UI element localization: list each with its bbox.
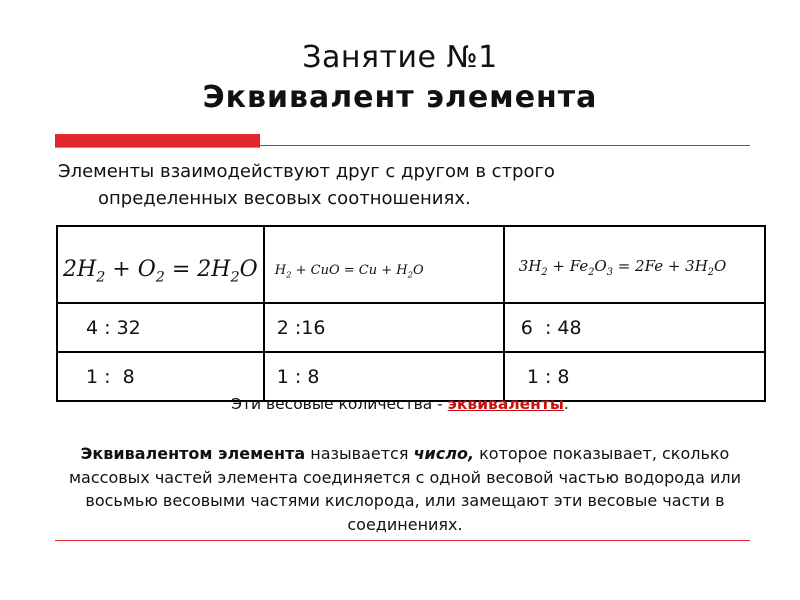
title-underline (55, 134, 750, 148)
slide-title (0, 38, 800, 118)
note-prefix: Эти весовые количества - (231, 395, 448, 413)
topic-heading: Эквивалент элемента (202, 80, 598, 115)
accent-bar-shadow (55, 147, 260, 148)
accent-bar (55, 134, 260, 147)
definition-emphasis: число, (413, 444, 475, 463)
definition-part: которое показывает, сколько массовых частей элемента соединяется с одной весовой частью водорода или восьмью весовыми частями кислорода, или замещают эти весовые части в соединениях. (68, 444, 742, 534)
lesson-number: Занятие №1 (302, 40, 498, 75)
note-suffix: . (563, 395, 569, 413)
table-row-mass-ratios (57, 303, 765, 352)
table-cell: 2 :16 (264, 303, 504, 352)
definition-part: называется (305, 444, 414, 463)
divider-line (260, 145, 750, 146)
reaction-table (56, 225, 766, 402)
definition-term: Эквивалентом элемента (80, 444, 306, 463)
intro-text (58, 158, 698, 212)
bottom-divider (55, 540, 750, 541)
table-row-formulas (57, 226, 765, 303)
formula-water: $2H_2 + O_2 = 2H_2O$ (57, 226, 264, 303)
intro-line-1: Элементы взаимодействуют друг с другом в строго (58, 161, 555, 182)
table-cell: 4 : 32 (57, 303, 264, 352)
table-cell: 6 : 48 (504, 303, 765, 352)
formula-copper-oxide: $H_2$ + CuO = $Cu + H_2O$ (264, 226, 504, 303)
formula-iron-oxide: $3H_2 + Fe_2O_3 = 2Fe + 3H_2O$ (504, 226, 765, 303)
table-cell: 1 : 8 (504, 352, 765, 401)
table-cell: 1 : 8 (57, 352, 264, 401)
equivalents-note (0, 393, 800, 415)
keyword-link: эквиваленты (447, 395, 564, 413)
definition-text (40, 442, 770, 536)
intro-line-2: определенных весовых соотношениях. (98, 188, 471, 209)
table-cell: 1 : 8 (264, 352, 504, 401)
